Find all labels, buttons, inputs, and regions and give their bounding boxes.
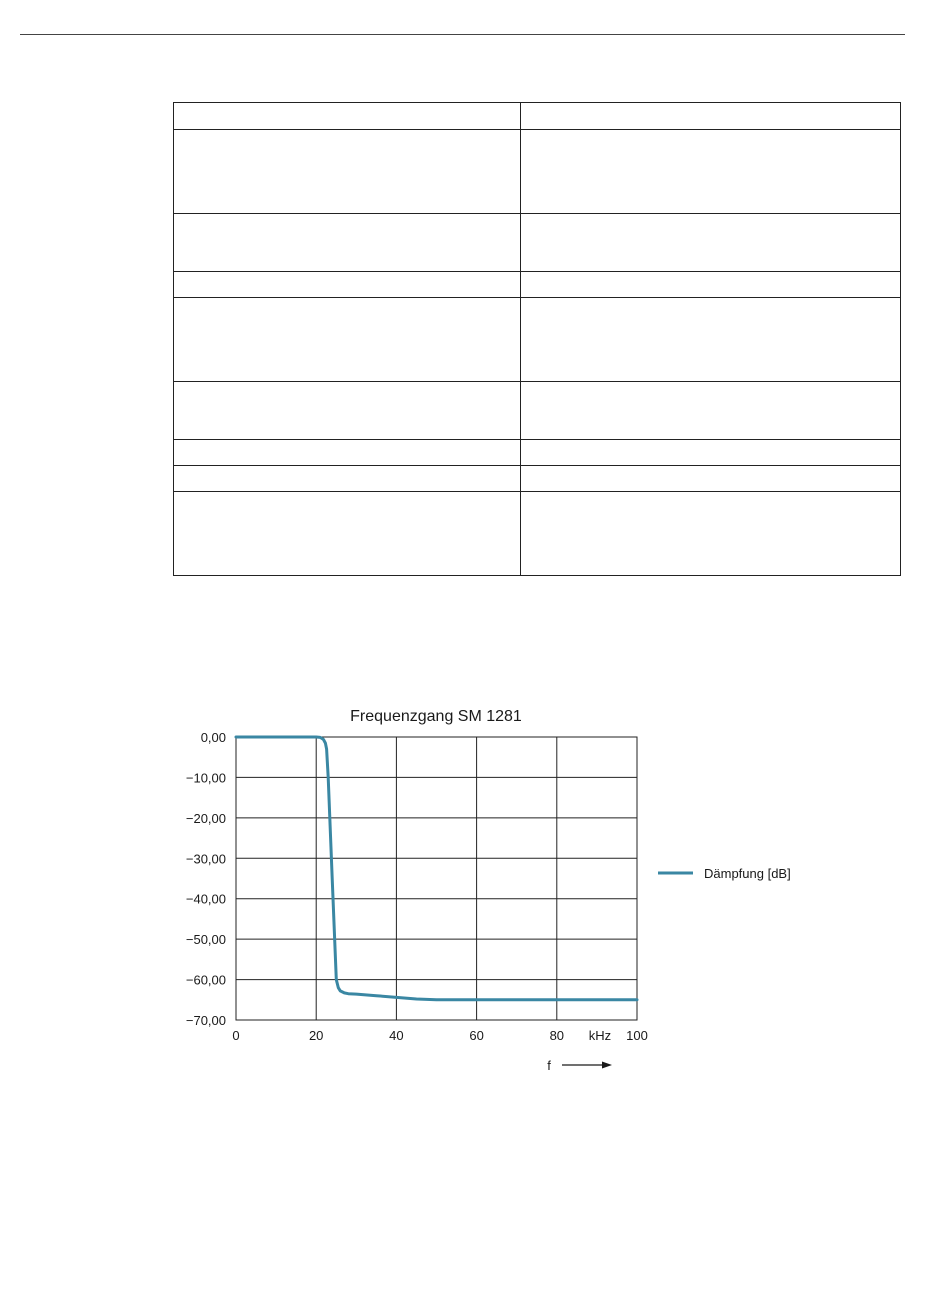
y-tick-label: −30,00 bbox=[185, 851, 226, 867]
table-row bbox=[174, 492, 901, 576]
table-row bbox=[174, 382, 901, 440]
table-cell bbox=[174, 492, 521, 576]
spec-table bbox=[173, 102, 901, 576]
table-row bbox=[174, 272, 901, 298]
x-axis-ticks bbox=[232, 1028, 647, 1043]
table-cell bbox=[174, 103, 521, 130]
y-tick-label: −40,00 bbox=[185, 891, 226, 907]
table-cell bbox=[174, 130, 521, 214]
legend bbox=[658, 866, 791, 881]
table-cell bbox=[174, 272, 521, 298]
table-cell bbox=[521, 272, 901, 298]
x-tick-label: 40 bbox=[389, 1028, 404, 1043]
y-tick-label: −20,00 bbox=[185, 810, 226, 826]
y-tick-label: −10,00 bbox=[185, 770, 226, 786]
x-tick-label: 100 bbox=[626, 1028, 648, 1043]
y-tick-label: −70,00 bbox=[185, 1013, 226, 1028]
table-cell bbox=[174, 298, 521, 382]
table-row bbox=[174, 466, 901, 492]
x-unit-label: kHz bbox=[588, 1028, 612, 1043]
x-tick-label: 20 bbox=[308, 1028, 324, 1043]
table-cell bbox=[521, 298, 901, 382]
grid bbox=[236, 737, 637, 1020]
table-cell bbox=[174, 214, 521, 272]
table-row bbox=[174, 214, 901, 272]
table-cell bbox=[521, 214, 901, 272]
top-rule bbox=[20, 34, 905, 35]
table-cell bbox=[521, 130, 901, 214]
x-tick-label: 60 bbox=[469, 1028, 484, 1043]
x-tick-label: 0 bbox=[232, 1028, 240, 1043]
table-row bbox=[174, 298, 901, 382]
x-axis-arrow bbox=[562, 1062, 612, 1069]
y-tick-label: −60,00 bbox=[185, 972, 226, 988]
table-cell bbox=[174, 382, 521, 440]
chart-title: Frequenzgang SM 1281 bbox=[350, 708, 522, 725]
table-cell bbox=[521, 492, 901, 576]
x-tick-label: 80 bbox=[549, 1028, 565, 1043]
series-line-daempfung bbox=[236, 737, 637, 1000]
y-axis-ticks bbox=[186, 730, 226, 1028]
y-tick-label: −50,00 bbox=[185, 932, 226, 948]
plot-frame bbox=[236, 737, 637, 1020]
table-cell bbox=[174, 440, 521, 466]
table-row bbox=[174, 130, 901, 214]
table-cell bbox=[521, 103, 901, 130]
table-row bbox=[174, 440, 901, 466]
table-cell bbox=[521, 382, 901, 440]
table-cell bbox=[521, 440, 901, 466]
table-cell bbox=[174, 466, 521, 492]
y-tick-label: 0,00 bbox=[200, 730, 226, 745]
table-cell bbox=[521, 466, 901, 492]
frequency-response-chart bbox=[0, 690, 950, 1090]
x-axis-label: f bbox=[547, 1058, 551, 1073]
table-row bbox=[174, 103, 901, 130]
legend-label: Dämpfung [dB] bbox=[704, 866, 791, 881]
